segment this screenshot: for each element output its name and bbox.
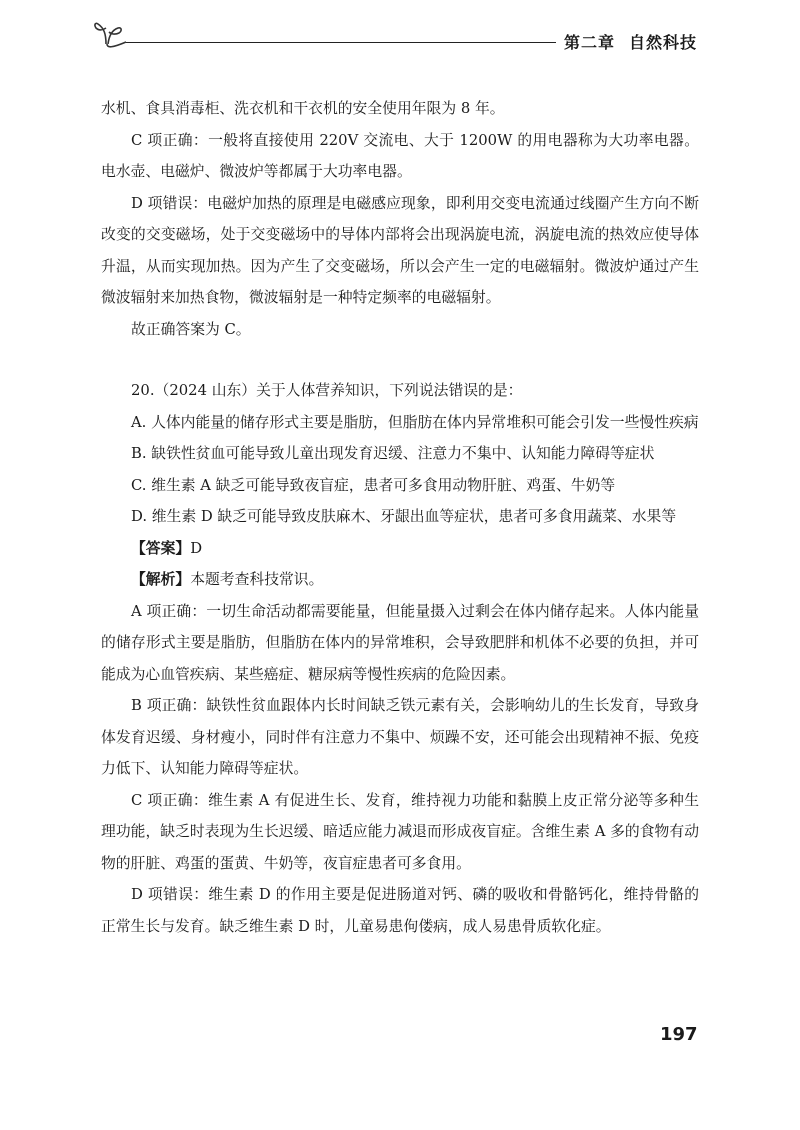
analysis-line [101, 564, 699, 596]
question-option-b: B. 缺铁性贫血可能导致儿童出现发育迟缓、注意力不集中、认知能力障碍等症状 [131, 445, 655, 462]
page-number: 197 [660, 1024, 698, 1045]
analysis-text: 本题考查科技常识。 [190, 571, 324, 588]
analysis-tag: 【解析】 [131, 571, 191, 588]
page-header [0, 0, 800, 70]
chapter-title: 自然科技 [629, 33, 698, 52]
chapter-number: 第二章 [564, 33, 616, 52]
sprout-logo-icon [92, 16, 132, 50]
page-body [101, 93, 699, 942]
explanation-a: A 项正确：一切生命活动都需要能量，但能量摄入过剩会在体内储存起来。人体内能量的储存形式主要是脂肪，但脂肪在体内的异常堆积，会导致肥胖和机体不必要的负担，并可能成为心血管疾病、某些癌症、糖尿病等慢性疾病的危险因素。 [101, 602, 699, 683]
question-option-c: C. 维生素 A 缺乏可能导致夜盲症，患者可多食用动物肝脏、鸡蛋、牛奶等 [131, 476, 616, 494]
answer-tag: 【答案】 [131, 539, 191, 557]
paragraph-option-c: C 项正确：一般将直接使用 220V 交流电、大于 1200W 的用电器称为大功率电器。电水壶、电磁炉、微波炉等都属于大功率电器。 [101, 131, 699, 180]
explanation-d: D 项错误：维生素 D 的作用主要是促进肠道对钙、磷的吸收和骨骼钙化，维持骨骼的正常生长与发育。缺乏维生素 D 时，儿童易患佝偻病，成人易患骨质软化症。 [101, 886, 699, 935]
explanation-b: B 项正确：缺铁性贫血跟体内长时间缺乏铁元素有关，会影响幼儿的生长发育，导致身体发育迟缓、身材瘦小，同时伴有注意力不集中、烦躁不安，还可能会出现精神不振、免疫力低下、认知能力障碍等症状。 [101, 697, 699, 777]
answer-line [101, 533, 699, 565]
chapter-heading [564, 30, 697, 53]
paragraph-conclusion: 故正确答案为 C。 [131, 320, 251, 338]
question-stem: 20.（2024 山东）关于人体营养知识，下列说法错误的是： [131, 382, 523, 399]
header-rule [126, 42, 556, 43]
answer-value: D [190, 539, 203, 557]
question-option-d: D. 维生素 D 缺乏可能导致皮肤麻木、牙龈出血等症状，患者可多食用蔬菜、水果等 [131, 508, 677, 525]
question-option-a: A. 人体内能量的储存形式主要是脂肪，但脂肪在体内异常堆积可能会引发一些慢性疾病 [131, 413, 699, 431]
explanation-c: C 项正确：维生素 A 有促进生长、发育，维持视力功能和黏膜上皮正常分泌等多种生理功能，缺乏时表现为生长迟缓、暗适应能力减退而形成夜盲症。含维生素 A 多的食物有动物的肝脏、鸡蛋的蛋黄、牛奶等，夜盲症患者可多食用。 [101, 791, 699, 872]
paragraph-option-d: D 项错误：电磁炉加热的原理是电磁感应现象，即利用交变电流通过线圈产生方向不断改变的交变磁场，处于交变磁场中的导体内部将会出现涡旋电流，涡旋电流的热效应使导体升温，从而实现加热。因为产生了交变磁场，所以会产生一定的电磁辐射。微波炉通过产生微波辐射来加热食物，微波辐射是一种特定频率的电磁辐射。 [101, 194, 699, 306]
paragraph-continuation: 水机、食具消毒柜、洗衣机和干衣机的安全使用年限为 8 年。 [101, 100, 505, 117]
